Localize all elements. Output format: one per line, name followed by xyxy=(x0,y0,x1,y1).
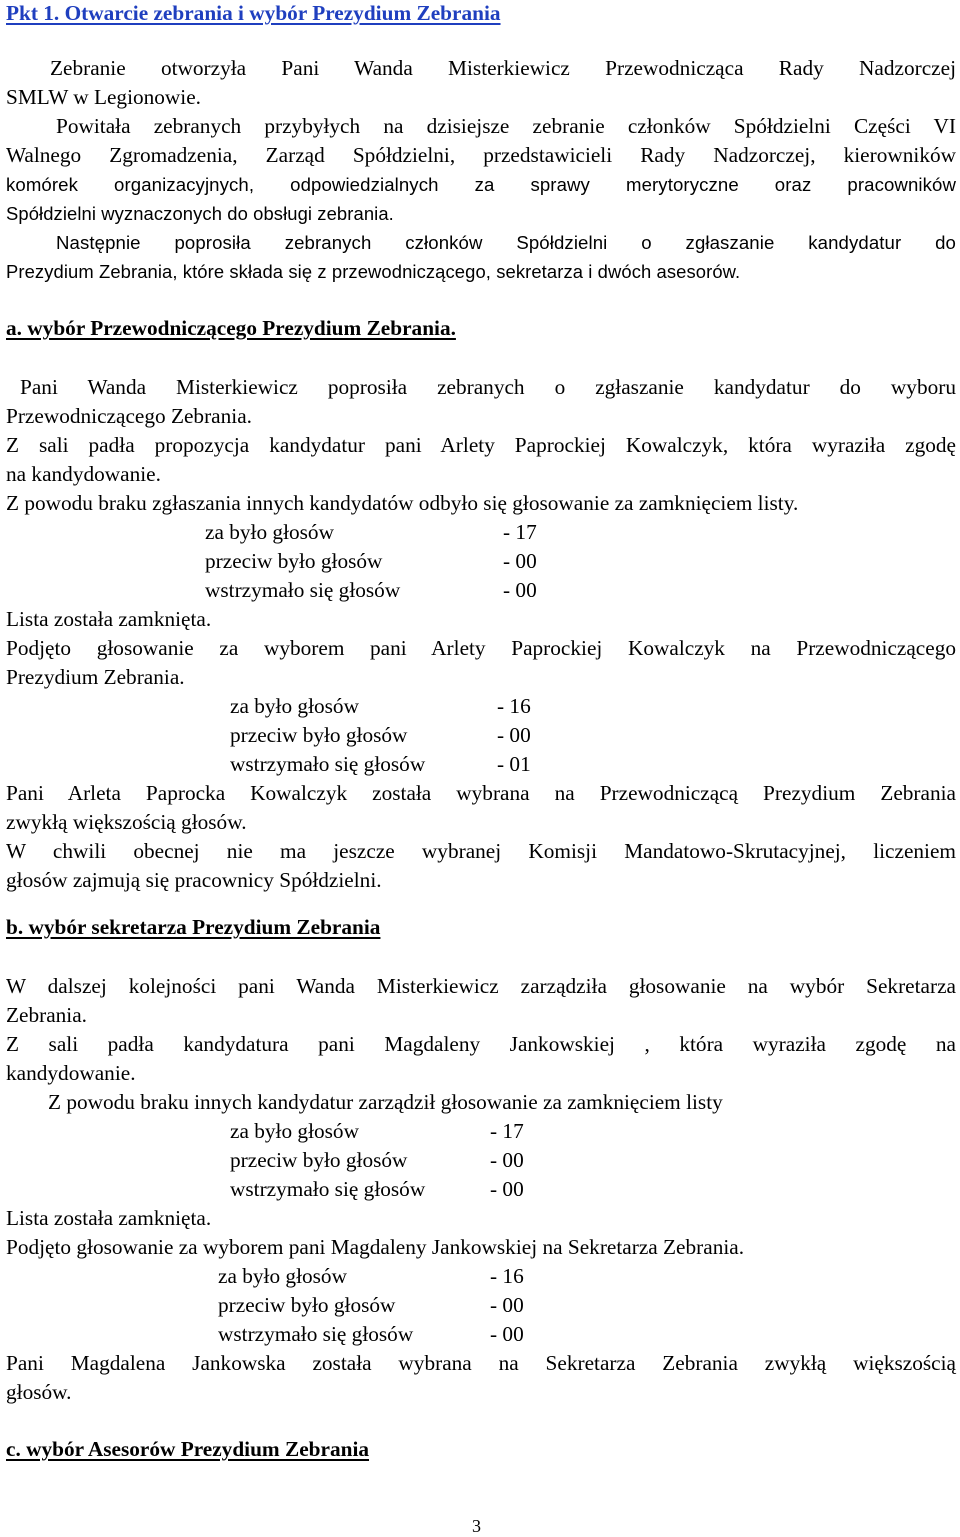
intro-p2-line1: Powitała zebranych przybyłych na dzisiejsze zebranie członków Spółdzielni Części VI xyxy=(56,114,956,138)
section-a-line9: Pani Arleta Paprocka Kowalczyk została wybrana na Przewodniczącą Prezydium Zebrania xyxy=(6,781,956,805)
page-title: Pkt 1. Otwarcie zebrania i wybór Prezydium Zebrania xyxy=(6,1,501,25)
section-b-line7: Podjęto głosowanie za wyborem pani Magdaleny Jankowskiej na Sekretarza Zebrania. xyxy=(6,1235,745,1259)
section-b-line3: Z sali padła kandydatura pani Magdaleny Jankowskiej , która wyraziła zgodę na xyxy=(6,1032,956,1056)
section-a-line1: Pani Wanda Misterkiewicz poprosiła zebranych o zgłaszanie kandydatur do wyboru xyxy=(20,375,956,399)
section-a-title: a. wybór Przewodniczącego Prezydium Zebrania. xyxy=(6,316,456,340)
vote-value: - 00 xyxy=(490,1322,524,1346)
vote-label: za było głosów xyxy=(230,1119,359,1143)
section-b-line6: Lista została zamknięta. xyxy=(6,1206,212,1230)
section-a-line7: Podjęto głosowanie za wyborem pani Arlety Paprockiej Kowalczyk na Przewodniczącego xyxy=(6,636,956,660)
intro-p3-line1: Następnie poprosiła zebranych członków Spółdzielni o zgłaszanie kandydatur do xyxy=(56,232,956,253)
intro-p2-line3: komórek organizacyjnych, odpowiedzialnych za sprawy merytoryczne oraz pracowników xyxy=(6,174,956,195)
section-a-line2: Przewodniczącego Zebrania. xyxy=(6,404,252,428)
section-a-line10: zwykłą większością głosów. xyxy=(6,810,247,834)
intro-p1-line1: Zebranie otworzyła Pani Wanda Misterkiewicz Przewodnicząca Rady Nadzorczej xyxy=(50,56,956,80)
vote-value: - 00 xyxy=(490,1293,524,1317)
vote-value: - 16 xyxy=(497,694,531,718)
section-a-line5: Z powodu braku zgłaszania innych kandydatów odbyło się głosowanie za zamknięciem listy. xyxy=(6,491,799,515)
section-b-line4: kandydowanie. xyxy=(6,1061,136,1085)
vote-value: - 00 xyxy=(490,1177,524,1201)
vote-label: przeciw było głosów xyxy=(230,723,408,747)
vote-label: przeciw było głosów xyxy=(218,1293,396,1317)
vote-value: - 00 xyxy=(503,549,537,573)
section-a-line11: W chwili obecnej nie ma jeszcze wybranej Komisji Mandatowo-Skrutacyjnej, liczeniem xyxy=(6,839,956,863)
intro-p3-line2: Prezydium Zebrania, które składa się z przewodniczącego, sekretarza i dwóch asesorów. xyxy=(6,261,741,282)
vote-label: wstrzymało się głosów xyxy=(230,752,426,776)
vote-value: - 17 xyxy=(490,1119,524,1143)
section-a-line4: na kandydowanie. xyxy=(6,462,161,486)
vote-label: za było głosów xyxy=(205,520,334,544)
intro-p2-line2: Walnego Zgromadzenia, Zarząd Spółdzielni, przedstawicieli Rady Nadzorczej, kierowników xyxy=(6,143,956,167)
vote-label: wstrzymało się głosów xyxy=(230,1177,426,1201)
vote-label: za było głosów xyxy=(230,694,359,718)
section-b-line5: Z powodu braku innych kandydatur zarządził głosowanie za zamknięciem listy xyxy=(48,1090,723,1114)
vote-value: - 00 xyxy=(503,578,537,602)
vote-value: - 00 xyxy=(490,1148,524,1172)
section-a-line8: Prezydium Zebrania. xyxy=(6,665,185,689)
vote-value: - 01 xyxy=(497,752,531,776)
intro-p1-line2: SMLW w Legionowie. xyxy=(6,85,201,109)
vote-label: za było głosów xyxy=(218,1264,347,1288)
section-c-title: c. wybór Asesorów Prezydium Zebrania xyxy=(6,1437,370,1461)
vote-label: przeciw było głosów xyxy=(230,1148,408,1172)
section-a-line12: głosów zajmują się pracownicy Spółdzielni. xyxy=(6,868,382,892)
section-b-title: b. wybór sekretarza Prezydium Zebrania xyxy=(6,915,381,939)
vote-label: wstrzymało się głosów xyxy=(218,1322,414,1346)
section-b-line1: W dalszej kolejności pani Wanda Misterkiewicz zarządziła głosowanie na wybór Sekretarza xyxy=(6,974,956,998)
section-a-line3: Z sali padła propozycja kandydatur pani Arlety Paprockiej Kowalczyk, która wyraziła zgodę xyxy=(6,433,956,457)
section-b-line9: głosów. xyxy=(6,1380,72,1404)
section-b-line2: Zebrania. xyxy=(6,1003,87,1027)
vote-value: - 16 xyxy=(490,1264,524,1288)
section-b-line8: Pani Magdalena Jankowska została wybrana na Sekretarza Zebrania zwykłą większością xyxy=(6,1351,956,1375)
vote-label: wstrzymało się głosów xyxy=(205,578,401,602)
vote-value: - 00 xyxy=(497,723,531,747)
section-a-line6: Lista została zamknięta. xyxy=(6,607,212,631)
vote-value: - 17 xyxy=(503,520,537,544)
intro-p2-line4: Spółdzielni wyznaczonych do obsługi zebrania. xyxy=(6,203,394,224)
vote-label: przeciw było głosów xyxy=(205,549,383,573)
page-number: 3 xyxy=(472,1516,481,1536)
